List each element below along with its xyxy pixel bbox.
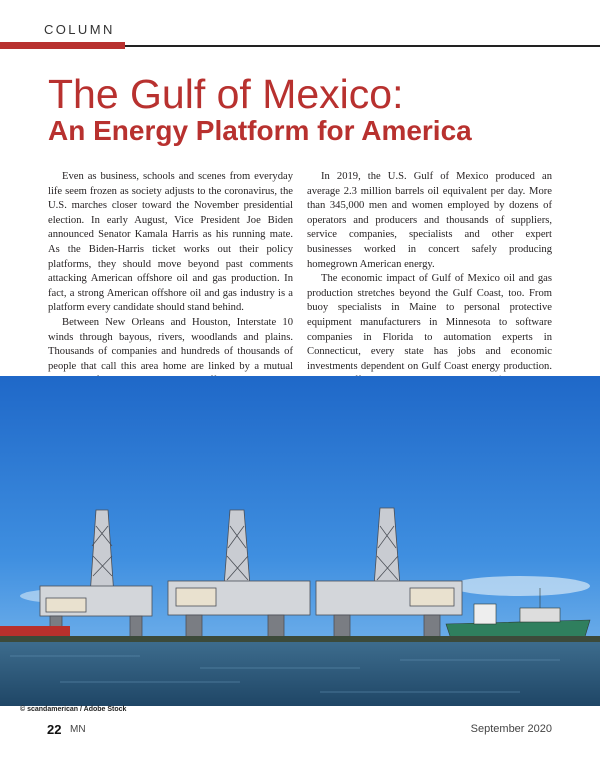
paragraph: The economic impact of Gulf of Mexico oil and gas production stretches beyond the Gulf Coast, too. From buoy specialists in Maine to personal protective equipment manufacturers in Minnesota to software companies in Florida to automation experts in Connecticut, every state has jobs and economic investments dependent on Gulf Coast energy production. <box>307 273 552 372</box>
issue-date: September 2020 <box>470 723 552 735</box>
oil-rigs-photo <box>0 376 600 706</box>
paragraph: In 2019, the U.S. Gulf of Mexico produced an average 2.3 million barrels oil equivalent per day. More than 345,000 men and women employed by dozens of operators and producers and thousands of suppliers, service companies, specialists and other expert businesses worked in concert safely producing homegrown American energy. <box>307 171 552 270</box>
paragraph: Even as business, schools and scenes from everyday life seem frozen as society adjusts to the coronavirus, the U.S. marches closer toward the November presidential election. In early August, Vice President Joe Biden announced Senator Kamala Harris as his running mate. As the Biden-Harris ticket works out their policy platforms, they should move beyond past comments attacking American offshore oil and gas production. In fact, a strong American offshore oil and gas industry is a platform every candidate should stand behind. <box>48 171 293 314</box>
article-photo <box>0 376 600 706</box>
article-subtitle: An Energy Platform for America <box>48 115 472 146</box>
page-number: 22 <box>47 722 62 737</box>
header-accent-rule <box>0 42 125 49</box>
body-column-left <box>48 170 293 389</box>
paragraph: Between New Orleans and Houston, Interstate 10 winds through bayous, rivers, woodlands and plains. Thousands of companies and hundreds of thousands of people that call this area home are linked by a mutual <box>48 316 293 372</box>
article-title: The Gulf of Mexico: <box>48 71 404 117</box>
section-label: COLUMN <box>44 22 115 37</box>
magazine-name: MN <box>70 724 86 735</box>
photo-credit: © scandamerican / Adobe Stock <box>20 706 127 713</box>
header-rule <box>125 45 600 47</box>
